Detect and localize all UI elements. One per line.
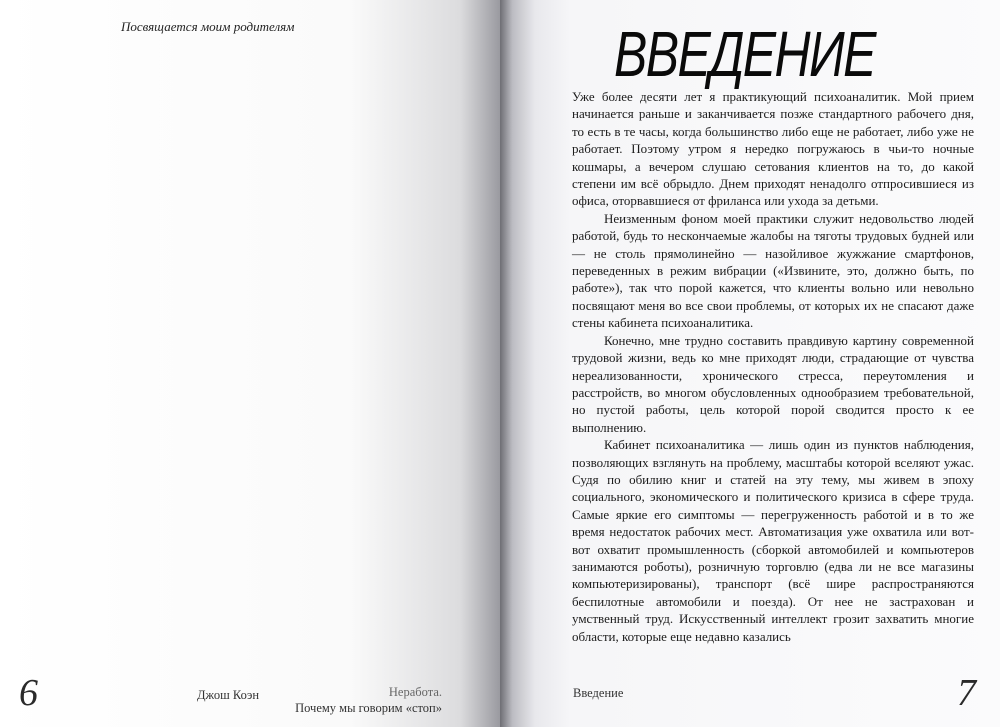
body-text	[572, 88, 974, 645]
paragraph: Уже более десяти лет я практикующий психоаналитик. Мой прием начинается раньше и заканчивается позже стандартного рабочего дня, то есть в те часы, когда большинство либо еще не работает, либо уже не работает. Поэтому утром я нередко погружаюсь в чьи-то ночные кошмары, а вечером слушаю сетования клиентов на то, до какой степени им всё обрыдло. Днем приходят ненадолго отпросившиеся из офиса, оторвавшиеся от фриланса или ухода за детьми.	[572, 89, 974, 209]
footer-book-title	[182, 685, 442, 716]
paragraph: Конечно, мне трудно составить правдивую картину современной трудовой жизни, ведь ко мне приходят люди, страдающие от чувства нереализованности, хронического стресса, переутомления и расстройств, во многом обусловленных однообразием требовательной, но пустой работы, цель которой порой сводится просто к ее выполнению.	[572, 332, 974, 435]
footer-book-title-line2: Почему мы говорим «стоп»	[295, 700, 442, 715]
chapter-title: ВВЕДЕНИЕ	[614, 18, 875, 90]
footer-book-title-line1: Неработа.	[388, 685, 442, 699]
dedication: Посвящается моим родителям	[121, 19, 295, 34]
footer-author: Джош Коэн	[197, 688, 260, 702]
footer-section: Введение	[573, 686, 624, 700]
paragraph: Кабинет психоаналитика — лишь один из пунктов наблюдения, позволяющих взглянуть на проблему, масштабы которой вселяют ужас. Судя по обилию книг и статей на эту тему, мы живем в эпоху социального, экономического и политического кризиса в сфере труда. Самые яркие его симптомы — перегруженность работой и в то же время недостаток рабочих мест. Автоматизация уже охватила или вот-вот охватит промышленность (сборкой автомобилей и компьютеров занимаются роботы), розничную торговлю (едва ли не все магазины компьютеризированы), транспорт (всё шире распространяются беспилотные автомобили и поезда). От нее не застрахован и умственный труд. Искусственный интеллект грозит захватить многие области, которые еще недавно казались	[572, 437, 974, 644]
paragraph: Неизменным фоном моей практики служит недовольство людей работой, будь то нескончаемые жалобы на тяготы трудовых будней или — не столь прямолинейно — назойливое жужжание смартфонов, переведенных в режим вибрации («Извините, это, должно быть, по работе»), так что порой кажется, что клиенты вольно или невольно посвящают меня во все свои проблемы, от которых их не спасают даже стены кабинета психоаналитика.	[572, 210, 974, 331]
page-number-right: 7	[957, 672, 976, 714]
page-number-left: 6	[19, 672, 38, 714]
